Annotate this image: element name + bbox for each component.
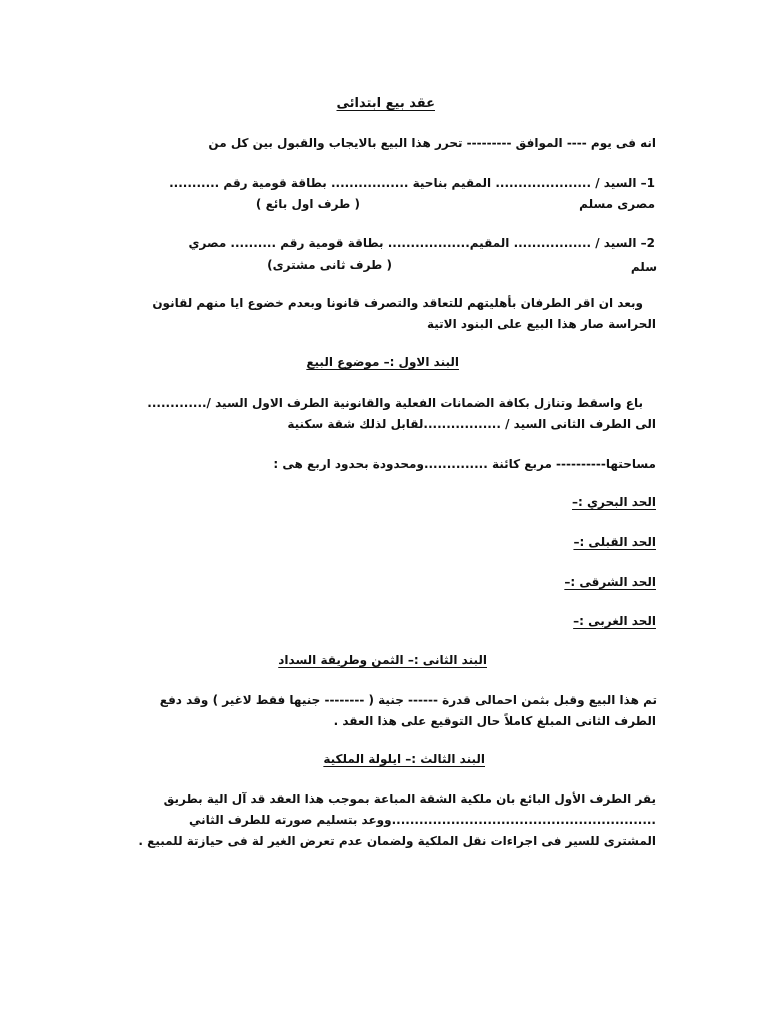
boundary-north: الحد البحري :– xyxy=(572,495,656,509)
clause2-line2: الطرف الثانى المبلغ كاملاً حال التوقيع على هذا العقد . xyxy=(333,714,656,728)
party1-nationality: مصرى مسلم xyxy=(579,197,655,211)
clause3-line3: المشترى للسير فى اجراءات نقل الملكية ولضمان عدم تعرض الغير لة فى حيازتة للمبيع . xyxy=(138,834,656,848)
party2-role: ( طرف ثانى مشترى) xyxy=(267,258,392,272)
clause1-line1: باع واسقط وتنازل بكافة الضمانات الفعلية والقانونية الطرف الاول السيد /............. xyxy=(147,396,643,410)
clause1-line2: الى الطرف الثانى السيد / .................لقابل لذلك شقة سكنية xyxy=(287,417,656,431)
intro-line: انه فى يوم ---- الموافق --------- تحرر هذا البيع بالايجاب والقبول بين كل من xyxy=(208,136,656,150)
contract-title: عقد بيع ابتدائى xyxy=(336,96,435,111)
preamble-line2: الحراسة صار هذا البيع على البنود الاتية xyxy=(426,317,656,331)
party2-line1: 2– السيد / ................. المقيم.................. بطاقة قومية رقم .......... مصري xyxy=(188,236,655,250)
boundary-east: الحد الشرقى :– xyxy=(564,575,656,589)
party1-role: ( طرف اول بائع ) xyxy=(255,197,360,211)
clause1-heading: البند الاول :– موضوع البيع xyxy=(306,355,459,369)
boundary-south: الحد القبلى :– xyxy=(573,535,656,549)
party2-religion: سلم xyxy=(630,260,657,274)
clause3-line2: ..........................................................ووعد بتسليم صورته للطرف الثاني xyxy=(189,813,656,827)
clause3-line1: يقر الطرف الأول البائع بان ملكية الشقة المباعة بموجب هذا العقد قد آل الية بطريق xyxy=(163,792,656,806)
boundary-west: الحد الغربى :– xyxy=(573,614,656,628)
clause3-heading: البند الثالث :– ايلولة الملكية xyxy=(323,752,485,766)
preamble-line1: وبعد ان اقر الطرفان بأهليتهم للتعاقد والتصرف قانونا وبعدم خضوع ايا منهم لقانون xyxy=(152,296,643,310)
party1-line1: 1– السيد / ..................... المقيم بناحية ................. بطاقة قومية رقم ........... xyxy=(169,176,655,190)
clause2-heading: البند الثانى :– الثمن وطريقة السداد xyxy=(278,653,487,667)
clause2-line1: تم هذا البيع وقبل بثمن احمالى قدرة ------ جنية ( -------- جنيها فقط لاغير ) وقد دفع xyxy=(159,693,657,707)
clause1-line3: مساحتها---------- مربع كائنة ..............ومحدودة بحدود اربع هى : xyxy=(273,457,656,471)
